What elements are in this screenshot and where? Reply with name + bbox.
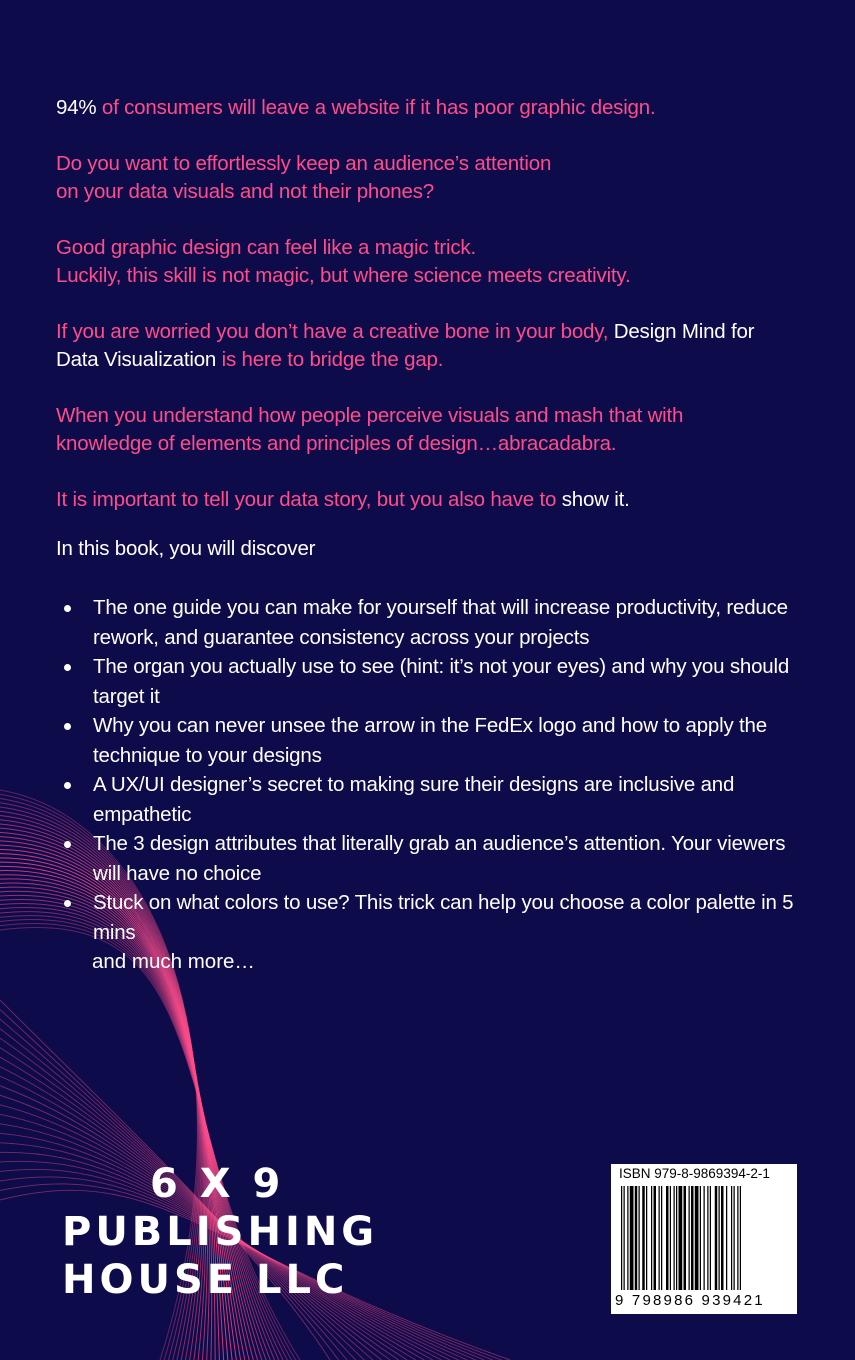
barcode-bar [639,1186,640,1290]
list-item [56,770,816,829]
book-title-highlight: Design Mind for Data Visualization [56,320,755,371]
intro-paragraph-6 [56,486,816,514]
barcode-bar [719,1186,720,1290]
barcode-bar [659,1186,660,1290]
bullet-icon [64,841,71,848]
barcode-bar [654,1186,657,1290]
intro-paragraph-2: Do you want to effortlessly keep an audience’s attention on your data visuals and not their phones? [56,152,552,203]
barcode-bar [624,1186,625,1290]
list-item-text: Why you can never unsee the arrow in the FedEx logo and how to apply the technique to your designs [93,714,767,767]
list-item [56,593,816,652]
barcode-bar [661,1186,662,1290]
bullet-icon [64,605,71,612]
barcode-bar [651,1186,652,1290]
bullet-icon [64,782,71,789]
barcode-bars [621,1186,787,1290]
bullet-icon [64,664,71,671]
barcode-bar [734,1186,735,1290]
intro-paragraph-1 [56,94,816,122]
barcode-number: 9 798986 939421 [615,1292,765,1309]
feature-list [56,593,816,947]
publisher-line-3: HOUSE LLC [62,1257,349,1303]
intro-paragraph-6-start: It is important to tell your data story, but you also have to [56,488,562,511]
barcode-bar [715,1186,718,1290]
barcode-bar [707,1186,708,1290]
intro-paragraph-4-end: is here to bridge the gap. [216,348,444,371]
bullet-icon [64,900,71,907]
list-item [56,888,816,947]
list-item [56,711,816,770]
isbn-barcode [611,1164,797,1314]
barcode-bar [635,1186,638,1290]
bullet-icon [64,723,71,730]
intro-paragraph-3-line-2: Luckily, this skill is not magic, but where science meets creativity. [56,264,631,287]
list-item [56,829,816,888]
list-item-text: A UX/UI designer’s secret to making sure their designs are inclusive and empathetic [93,773,735,826]
intro-paragraph-5: When you understand how people perceive visuals and mash that with knowledge of elements and principles of design…abracadabra. [56,404,684,455]
publisher-logo [62,1160,378,1304]
publisher-line-2: PUBLISHING [62,1209,379,1255]
intro-paragraph-1-text: of consumers will leave a website if it has poor graphic design. [96,96,656,119]
barcode-bar [695,1186,699,1290]
list-item-text: The organ you actually use to see (hint: it’s not your eyes) and why you should target it [93,655,790,708]
barcode-bar [731,1186,732,1290]
barcode-bar [684,1186,687,1290]
stat-highlight: 94% [56,96,97,119]
barcode-bar [646,1186,647,1290]
barcode-bar [710,1186,711,1290]
intro-copy [56,94,816,542]
list-item-text: The 3 design attributes that literally grab an audience’s attention. Your viewers will have no choice [93,832,786,885]
list-item [56,652,816,711]
intro-paragraph-4-start: If you are worried you don’t have a creative bone in your body, [56,320,614,343]
intro-paragraph-4 [56,318,756,374]
barcode-bar [726,1186,727,1290]
barcode-bar [691,1186,694,1290]
intro-paragraph-3-line-1: Good graphic design can feel like a magic trick. [56,236,476,259]
barcode-bar [700,1186,701,1290]
barcode-bar [642,1186,645,1290]
list-item-text: The one guide you can make for yourself that will increase productivity, reduce rework, and guarantee consistency across your projects [93,596,788,649]
barcode-bar [627,1186,628,1290]
barcode-bar [630,1186,634,1290]
barcode-bar [740,1186,741,1290]
barcode-bar [621,1186,622,1290]
barcode-bar [689,1186,690,1290]
publisher-line-1: 6 X 9 [150,1161,285,1207]
barcode-bar [721,1186,724,1290]
barcode-bar [737,1186,738,1290]
and-much-more: and much more… [92,950,255,973]
list-item-text: Stuck on what colors to use? This trick can help you choose a color palette in 5 mins [93,891,794,944]
intro-paragraph-3 [56,234,816,290]
barcode-bar [679,1186,683,1290]
barcode-bar [676,1186,677,1290]
barcode-bar [704,1186,705,1290]
barcode-bar [670,1186,671,1290]
isbn-label: ISBN 979-8-9869394-2-1 [619,1166,770,1181]
barcode-bar [666,1186,669,1290]
show-it-highlight: show it. [561,488,630,511]
barcode-bar [674,1186,675,1290]
discover-heading: In this book, you will discover [56,537,316,560]
